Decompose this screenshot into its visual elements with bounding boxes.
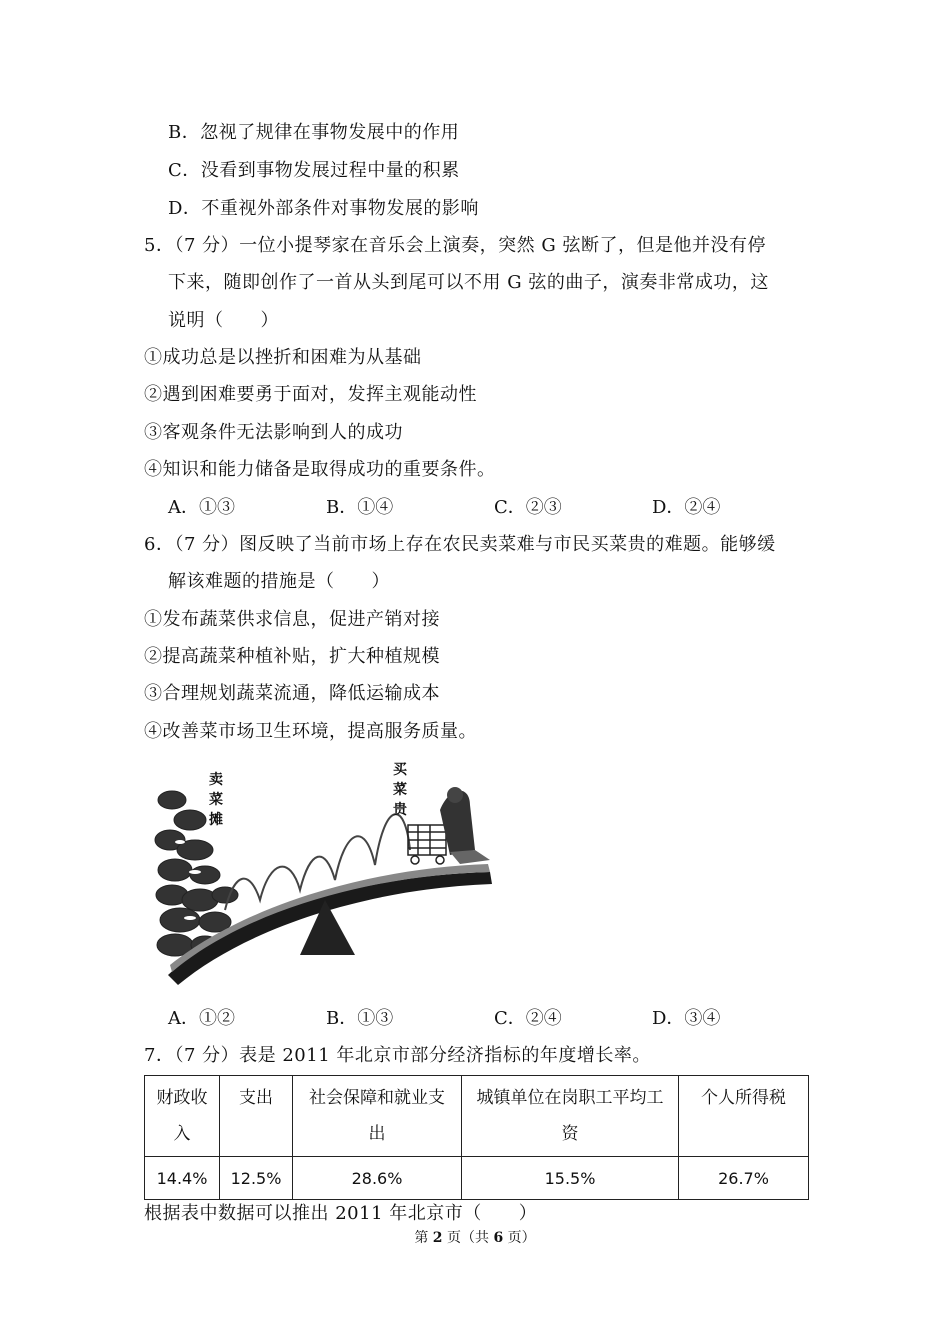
q6-stem-line2: 解该难题的措施是（ ） <box>168 571 390 592</box>
table-header-cell: 社会保障和就业支 出 <box>293 1076 462 1157</box>
page-number: 2 <box>432 1230 443 1246</box>
q6-stem-line1: 6．（7 分）图反映了当前市场上存在农民卖菜难与市民买菜贵的难题。能够缓 <box>144 534 776 555</box>
table-cell: 26.7% <box>679 1157 809 1200</box>
page-footer: 第 2 页（共 6 页） <box>414 1230 536 1246</box>
q6-statement-1: ①发布蔬菜供求信息，促进产销对接 <box>144 609 440 630</box>
table-cell: 28.6% <box>293 1157 462 1200</box>
label-sell-veg-stall: 卖 菜 摊 <box>209 772 223 828</box>
table-header-cell: 财政收 入 <box>145 1076 220 1157</box>
table-header-row <box>145 1076 809 1157</box>
q5-statement-2: ②遇到困难要勇于面对，发挥主观能动性 <box>144 384 477 405</box>
q5-option-b: B．①④ <box>326 497 394 518</box>
q4-option-c: C．没看到事物发展过程中量的积累 <box>168 160 460 181</box>
q6-option-a: A．①② <box>168 1008 235 1029</box>
q5-option-a: A．①③ <box>168 497 235 518</box>
table-cell: 14.4% <box>145 1157 220 1200</box>
q6-statement-4: ④改善菜市场卫生环境，提高服务质量。 <box>144 721 477 742</box>
table-cell: 12.5% <box>220 1157 293 1200</box>
label-buy-veg-expensive: 买 菜 贵 <box>393 762 407 818</box>
economic-indicators-table <box>144 1075 809 1200</box>
q6-option-d: D．③④ <box>652 1008 721 1029</box>
q5-stem-line1: 5．（7 分）一位小提琴家在音乐会上演奏，突然 G 弦断了，但是他并没有停 <box>144 235 766 256</box>
q4-option-d: D．不重视外部条件对事物发展的影响 <box>168 198 479 219</box>
q6-option-b: B．①③ <box>326 1008 394 1029</box>
q6-statement-2: ②提高蔬菜种植补贴，扩大种植规模 <box>144 646 440 667</box>
q5-option-d: D．②④ <box>652 497 721 518</box>
table-header-cell: 支出 <box>220 1076 293 1157</box>
table-row <box>145 1157 809 1200</box>
q6-options <box>168 1007 720 1031</box>
q5-options <box>168 496 720 520</box>
q5-stem-line2: 下来，随即创作了一首从头到尾可以不用 G 弦的曲子，演奏非常成功，这 <box>168 272 769 293</box>
q5-stem-line3: 说明（ ） <box>168 310 279 331</box>
q5-statement-1: ①成功总是以挫折和困难为从基础 <box>144 347 422 368</box>
table-header-cell: 个人所得税 <box>679 1076 809 1157</box>
q7-follow-up: 根据表中数据可以推出 2011 年北京市（ ） <box>144 1203 538 1224</box>
page-total: 6 <box>493 1230 504 1246</box>
seesaw-cartoon <box>150 760 500 990</box>
table-cell: 15.5% <box>462 1157 679 1200</box>
q7-stem: 7．（7 分）表是 2011 年北京市部分经济指标的年度增长率。 <box>144 1045 651 1066</box>
table-header-cell: 城镇单位在岗职工平均工 资 <box>462 1076 679 1157</box>
q5-option-c: C．②③ <box>494 497 562 518</box>
q6-statement-3: ③合理规划蔬菜流通，降低运输成本 <box>144 683 440 704</box>
seesaw-cartoon-illustration <box>150 760 500 990</box>
q5-statement-4: ④知识和能力储备是取得成功的重要条件。 <box>144 459 496 480</box>
q4-option-b: B．忽视了规律在事物发展中的作用 <box>168 122 460 143</box>
q6-option-c: C．②④ <box>494 1008 562 1029</box>
q5-statement-3: ③客观条件无法影响到人的成功 <box>144 422 403 443</box>
